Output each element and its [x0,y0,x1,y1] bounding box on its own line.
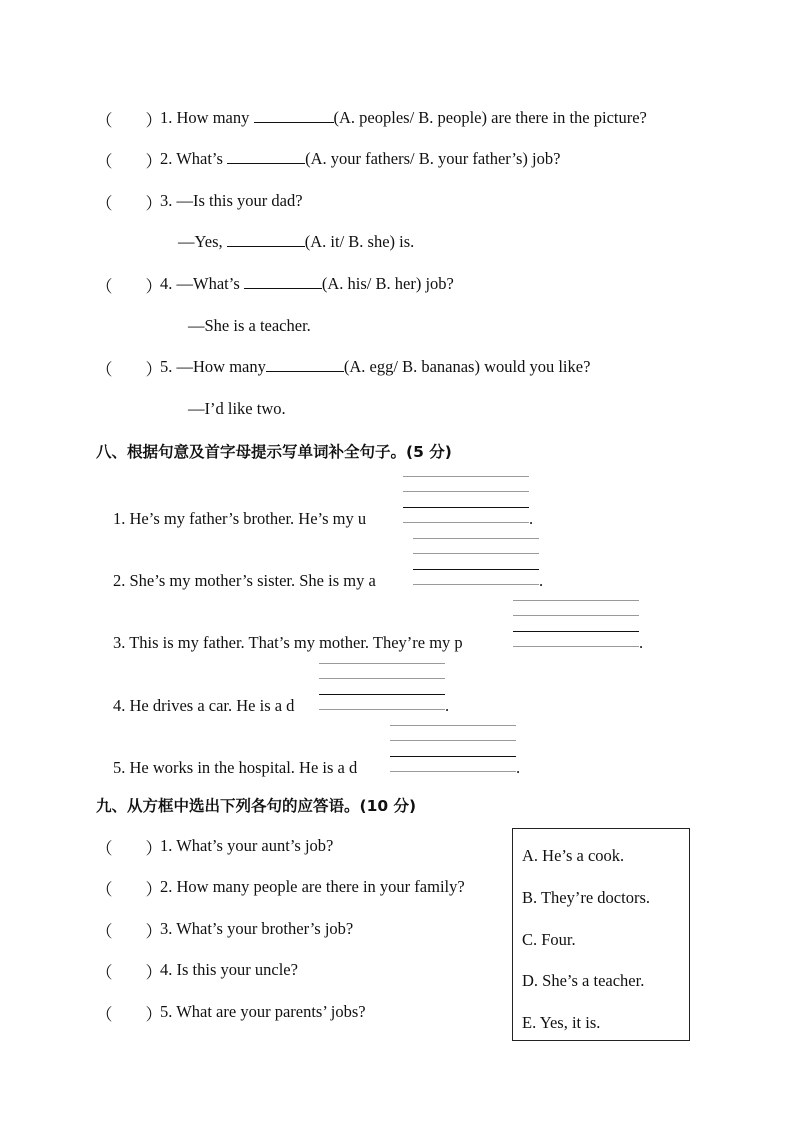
answer-bracket[interactable]: （ ） [96,152,162,171]
writing-guide-lines[interactable] [413,538,539,585]
question-text: 1. How many (A. peoples/ B. people) are there in the picture? [160,108,647,127]
question-text: 3. This is my father. That’s my mother. They’re my p [113,633,463,652]
answer-option-e: E. Yes, it is. [522,1013,601,1032]
question-text: 5. What are your parents’ jobs? [160,1002,366,1021]
writing-guide-lines[interactable] [319,663,445,710]
sentence-period: . [516,758,521,777]
answer-bracket[interactable]: （ ） [96,277,162,296]
answer-bracket[interactable]: （ ） [96,111,162,130]
answer-options-box [512,828,690,1041]
answer-bracket[interactable]: （ ） [96,880,162,899]
answer-bracket[interactable]: （ ） [96,963,162,982]
answer-option-a: A. He’s a cook. [522,846,625,865]
question-text: 1. What’s your aunt’s job? [160,836,334,855]
answer-bracket[interactable]: （ ） [96,839,162,858]
sentence-period: . [529,509,534,528]
question-text: 3. What’s your brother’s job? [160,919,354,938]
sentence-period: . [539,571,544,590]
answer-bracket[interactable]: （ ） [96,194,162,213]
answer-bracket[interactable]: （ ） [96,1005,162,1024]
question-text: 3. —Is this your dad? [160,191,303,210]
writing-guide-lines[interactable] [403,476,529,523]
section-heading: 九、从方框中选出下列各句的应答语。(10 分) [96,797,417,815]
question-text: 2. What’s (A. your fathers/ B. your father’s) job? [160,149,561,168]
question-text: 5. —How many (A. egg/ B. bananas) would you like? [160,357,591,376]
question-text: 2. She’s my mother’s sister. She is my a [113,571,376,590]
sentence-period: . [445,696,450,715]
answer-option-b: B. They’re doctors. [522,888,650,907]
writing-guide-lines[interactable] [513,600,639,647]
question-reply: —Yes, (A. it/ B. she) is. [178,232,415,251]
question-reply: —She is a teacher. [188,316,311,335]
question-text: 1. He’s my father’s brother. He’s my u [113,509,367,528]
sentence-period: . [639,633,644,652]
question-text: 5. He works in the hospital. He is a d [113,758,358,777]
fill-blank[interactable] [254,108,334,123]
answer-option-c: C. Four. [522,930,576,949]
fill-blank[interactable] [227,232,305,247]
question-text: 4. He drives a car. He is a d [113,696,295,715]
answer-bracket[interactable]: （ ） [96,360,162,379]
fill-blank[interactable] [266,357,344,372]
answer-bracket[interactable]: （ ） [96,922,162,941]
writing-guide-lines[interactable] [390,725,516,772]
section-heading: 八、根据句意及首字母提示写单词补全句子。(5 分) [96,443,452,461]
fill-blank[interactable] [244,274,322,289]
fill-blank[interactable] [227,149,305,164]
question-text: 2. How many people are there in your family? [160,877,465,896]
question-text: 4. —What’s (A. his/ B. her) job? [160,274,454,293]
answer-option-d: D. She’s a teacher. [522,971,645,990]
question-reply: —I’d like two. [188,399,286,418]
question-text: 4. Is this your uncle? [160,960,298,979]
